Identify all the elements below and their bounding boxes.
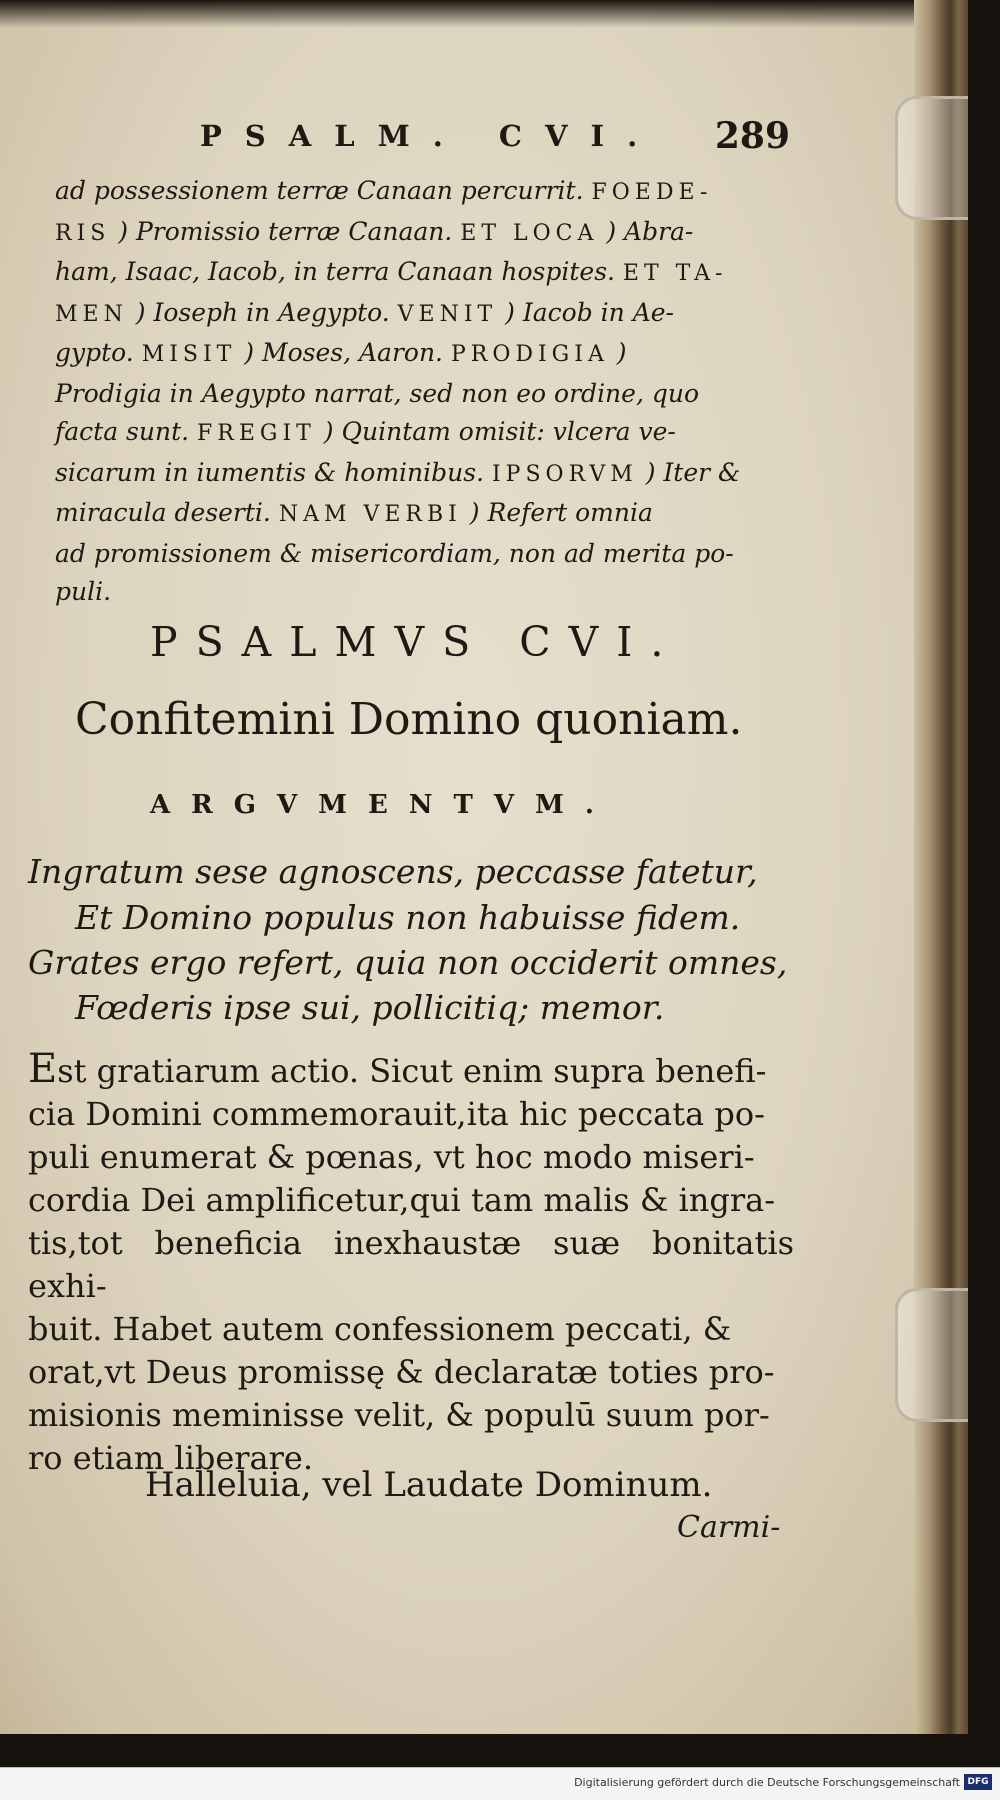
commentary-line [55,334,767,375]
commentary-line [55,213,767,254]
psalm-title: PSALMVS CVI. [150,618,682,666]
paragraph-line [28,1179,794,1222]
lemma-keyword: ET TA- [622,261,728,286]
paragraph-text: puli enumerat & pœnas, vt hoc modo miseri- [28,1138,755,1176]
commentary-text: ) Ioseph in Aegypto. [127,297,398,327]
commentary-text: facta sunt. [55,417,198,446]
paragraph-line [28,1308,794,1351]
funding-credit: Digitalisierung gefördert durch die Deutsche Forschungsgemeinschaft [574,1776,960,1789]
page-top-shadow [0,0,968,28]
psalm-incipit: Confitemini Domino quoniam. [75,694,743,745]
paragraph-text: cordia Dei amplificetur,qui tam malis & ingra- [28,1181,776,1219]
lemma-keyword: IPSORVM [491,461,638,487]
running-head: PSALM. CVI. [200,119,661,153]
paragraph-text: misionis meminisse velit, & populū suum por- [28,1396,770,1434]
commentary-line [55,413,767,454]
lemma-keyword: FREGIT [197,421,316,446]
commentary-line [55,494,767,535]
lemma-keyword: NAM VERBI [278,502,462,527]
commentary-text: ) [608,338,627,367]
catchword: Carmi- [677,1510,781,1545]
lemma-keyword: VENIT [397,301,498,327]
commentary-text: ) Iacob in Ae- [497,297,675,327]
argument-verse: Et Domino populus non habuisse fidem. [75,898,741,937]
page-clip-bottom [895,1288,968,1422]
commentary-line [55,375,767,414]
lemma-keyword: MISIT [141,342,237,367]
lemma-keyword: PRODIGIA [450,342,609,367]
page-header [200,115,790,165]
commentary-text: ham, Isaac, Iacob, in terra Canaan hospites. [55,257,623,286]
commentary-text: ) Quintam omisit: vlcera ve- [315,417,676,446]
commentary-text: Prodigia in Aegypto narrat, sed non eo ordine, quo [55,378,700,408]
paragraph-line [28,1093,794,1136]
commentary-line [55,573,767,612]
lemma-keyword: MEN [55,301,128,327]
dfg-logo: DFG [964,1774,992,1790]
argument-verse: Fœderis ipse sui, pollicitiq; memor. [75,988,665,1027]
commentary-line [55,172,767,213]
commentary-text: miracula deserti. [55,498,279,527]
paragraph-text: cia Domini commemorauit,ita hic peccata po- [28,1095,765,1133]
paragraph-line [28,1136,794,1179]
paragraph-line [28,1222,794,1308]
commentary-text: puli. [55,577,112,606]
commentary-text: ) Abra- [598,216,694,246]
argument-verse: Ingratum sese agnoscens, peccasse fatetur, [28,852,758,891]
commentary-text: gypto. [55,338,142,367]
scan-bottom-edge [0,1734,968,1765]
commentary-line [55,454,767,495]
commentary-notes [55,172,767,612]
commentary-text: ) Moses, Aaron. [236,338,451,367]
initial-letter: E [28,1046,58,1092]
page-clip-top [895,96,968,220]
commentary-text: ) Promissio terræ Canaan. [110,216,461,246]
paragraph-text: tis,tot beneficia inexhaustæ suæ bonitatis exhi- [28,1224,794,1305]
commentary-text: sicarum in iumentis & hominibus. [55,457,492,487]
paragraph-text: ro etiam liberare. [28,1439,314,1477]
commentary-line [55,253,767,294]
lemma-keyword: RIS [55,220,111,246]
argument-heading: ARGVMENTVM. [150,790,615,820]
alleluia-line: Halleluia, vel Laudate Dominum. [145,1465,713,1505]
footer-strip [0,1767,1000,1800]
book-gutter [914,0,968,1765]
commentary-text: ad promissionem & misericordiam, non ad merita po- [55,538,734,568]
paragraph-text: st gratiarum actio. Sicut enim supra benefi- [57,1052,767,1090]
argument-verse: Grates ergo refert, quia non occiderit omnes, [28,943,788,982]
commentary-text: ad possessionem terræ Canaan percurrit. [55,176,592,205]
paragraph-line [28,1048,794,1093]
page-number: 289 [714,115,790,157]
paragraph-line [28,1351,794,1394]
commentary-line [55,294,767,335]
summary-paragraph [28,1048,794,1480]
lemma-keyword: FOEDE- [591,180,713,205]
paragraph-line [28,1394,794,1437]
paragraph-text: orat,vt Deus promissę & declaratæ toties pro- [28,1353,775,1391]
lemma-keyword: ET LOCA [460,220,599,246]
paragraph-text: buit. Habet autem confessionem peccati, & [28,1310,732,1348]
commentary-text: ) Refert omnia [461,498,653,527]
commentary-text: ) Iter & [637,457,741,487]
commentary-line [55,535,767,574]
